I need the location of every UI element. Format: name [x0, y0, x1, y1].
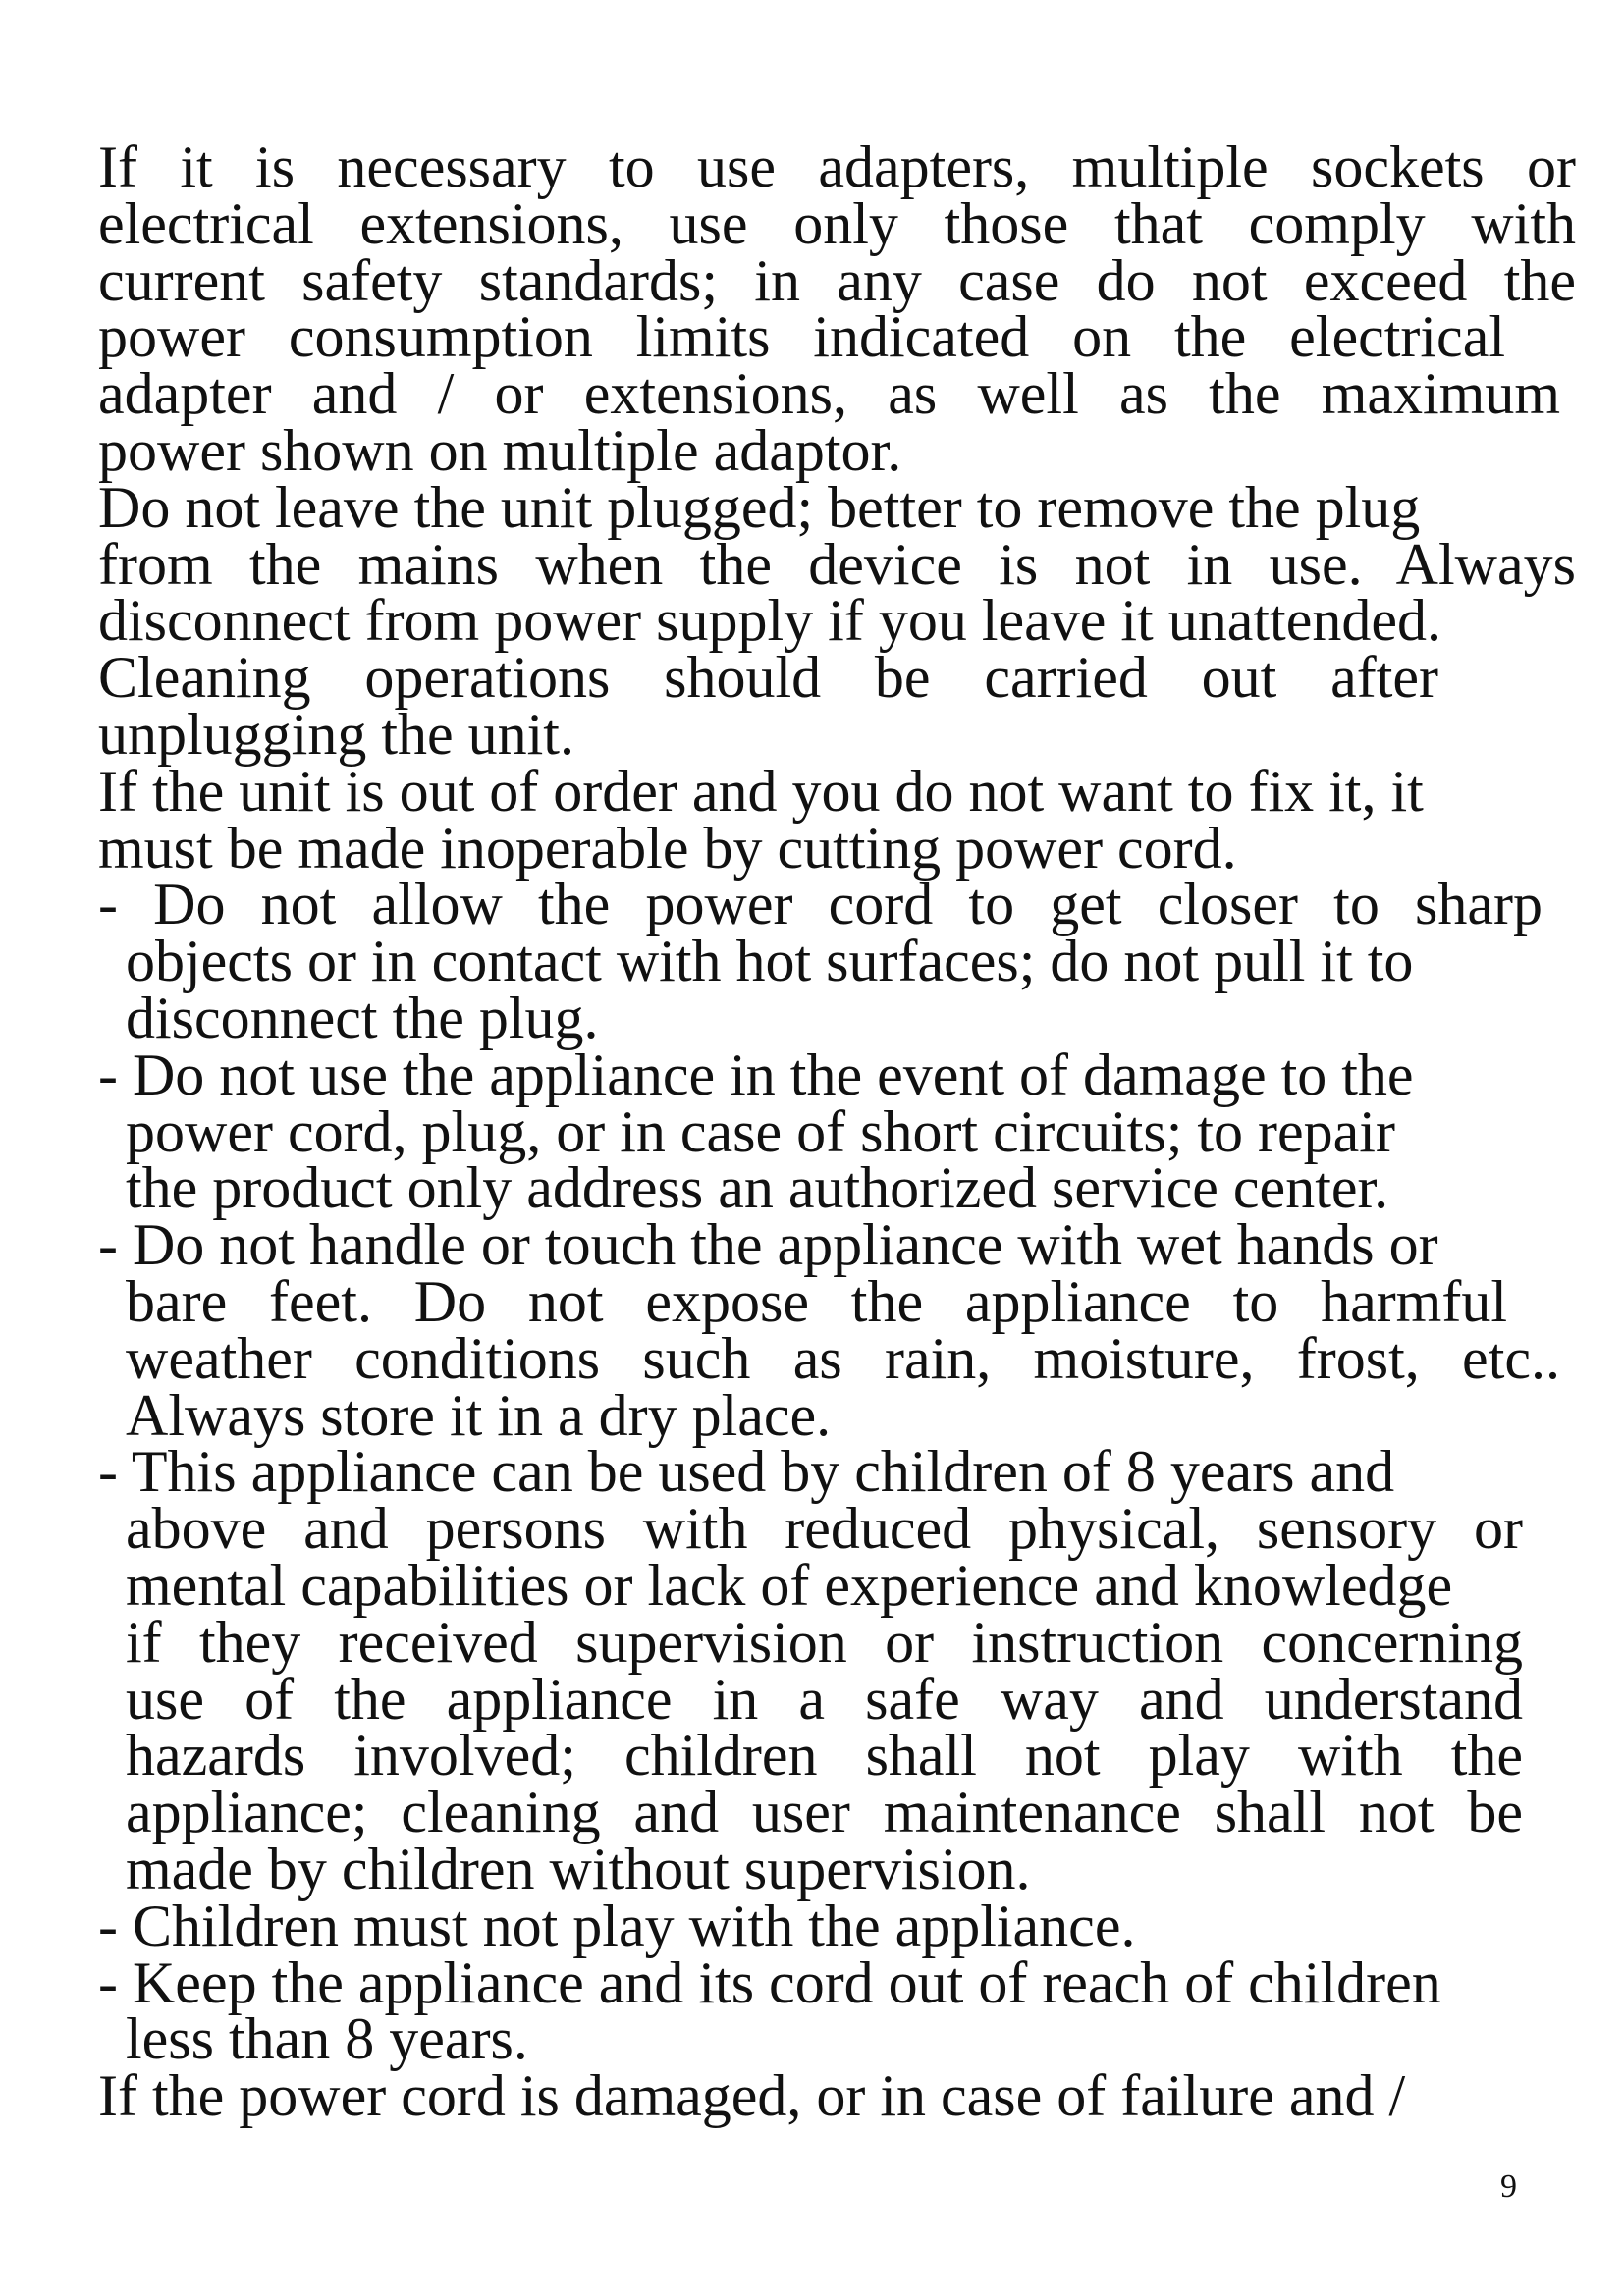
text-line: mental capabilities or lack of experience and knowledge: [126, 1552, 1453, 1618]
text-line: from the mains when the device is not in use. Always: [98, 531, 1576, 597]
text-line: - Keep the appliance and its cord out of reach of children: [98, 1949, 1441, 2015]
text-line: current safety standards; in any case do not exceed the: [98, 247, 1576, 313]
text-line: adapter and / or extensions, as well as the maximum: [98, 361, 1560, 427]
text-line: objects or in contact with hot surfaces; do not pull it to: [126, 929, 1414, 994]
text-line: If the power cord is damaged, or in case of failure and /: [98, 2063, 1406, 2129]
text-line: Cleaning operations should be carried out after: [98, 645, 1438, 711]
text-line: made by children without supervision.: [126, 1836, 1031, 1901]
text-line: use of the appliance in a safe way and understand: [126, 1666, 1523, 1732]
text-line: the product only address an authorized service center.: [126, 1155, 1389, 1221]
text-line: power shown on multiple adaptor.: [98, 417, 902, 483]
text-line: If it is necessary to use adapters, multiple sockets or: [98, 134, 1576, 199]
text-line: above and persons with reduced physical, sensory or: [126, 1496, 1523, 1562]
text-line: Do not leave the unit plugged; better to remove the plug: [98, 474, 1421, 540]
text-line: - Children must not play with the appliance.: [98, 1893, 1136, 1958]
text-line: - Do not allow the power cord to get closer to sharp: [98, 872, 1543, 937]
text-line: - Do not handle or touch the appliance with wet hands or: [98, 1212, 1438, 1278]
text-line: weather conditions such as rain, moisture, frost, etc..: [126, 1325, 1560, 1391]
text-line: if they received supervision or instruction concerning: [126, 1609, 1523, 1675]
text-line: If the unit is out of order and you do not want to fix it, it: [98, 758, 1424, 824]
page-number: 9: [1500, 2168, 1517, 2205]
text-line: - This appliance can be used by children of 8 years and: [98, 1439, 1395, 1505]
text-line: appliance; cleaning and user maintenance shall not be: [126, 1780, 1523, 1845]
text-line: power consumption limits indicated on the electrical: [98, 304, 1505, 370]
text-line: electrical extensions, use only those that comply with: [98, 190, 1576, 256]
safety-instructions-text: [98, 134, 1576, 2129]
text-line: must be made inoperable by cutting power cord.: [98, 815, 1237, 881]
text-line: - Do not use the appliance in the event of damage to the: [98, 1041, 1414, 1107]
text-line: disconnect the plug.: [126, 985, 599, 1050]
text-line: power cord, plug, or in case of short circuits; to repair: [126, 1098, 1395, 1164]
text-line: disconnect from power supply if you leave it unattended.: [98, 588, 1441, 654]
text-line: unplugging the unit.: [98, 701, 574, 767]
text-line: bare feet. Do not expose the appliance to harmful: [126, 1268, 1507, 1334]
text-line: hazards involved; children shall not play with the: [126, 1723, 1523, 1789]
text-line: less than 8 years.: [126, 2006, 528, 2072]
text-line: Always store it in a dry place.: [126, 1382, 832, 1448]
